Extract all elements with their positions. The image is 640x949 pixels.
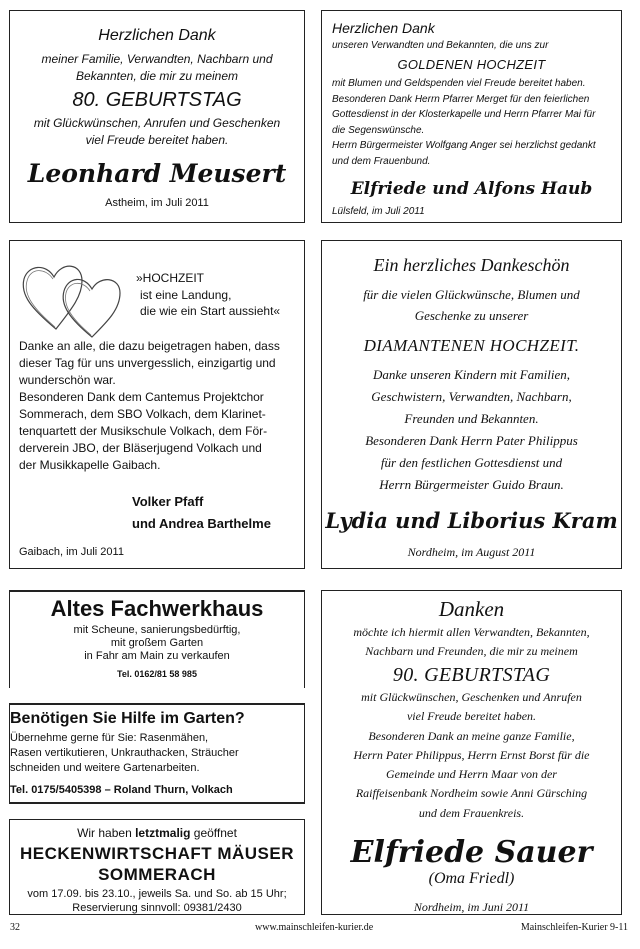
ad3-name: und Andrea Barthelme [132,516,271,531]
ad3-quote-line: die wie ein Start aussieht« [140,304,281,318]
ad4-line: Herrn Bürgermeister Guido Braun. [379,477,564,492]
ad7-intro [10,826,304,840]
ad8-line: möchte ich hiermit allen Verwandten, Bekannten, [353,625,590,639]
ad3-line: Besonderen Dank dem Cantemus Projektchor [19,390,264,404]
ad1-place: Astheim, im Juli 2011 [105,197,209,209]
ad-house-for-sale [9,590,305,688]
ad7-pre: Wir haben [77,826,136,840]
ad3-line: dieser Tag für uns unvergesslich, einzigartig und [19,356,276,370]
ad3-name: Volker Pfaff [132,494,204,509]
ad7-title2: SOMMERACH [98,865,216,884]
ad4-line: für den festlichen Gottesdienst und [380,455,563,470]
ad-golden-wedding-haub [321,10,622,223]
ad7-post: geöffnet [190,826,237,840]
ad7-title1: HECKENWIRTSCHAFT MÄUSER [19,844,295,863]
ad1-line: Bekannten, die mir zu meinem [75,69,239,83]
ad3-place: Gaibach, im Juli 2011 [19,546,124,558]
ad8-line: Raiffeisenbank Nordheim sowie Anni Gürsching [355,786,588,801]
ad3-line: tenquartett der Musikschule Volkach, dem För- [19,424,268,438]
ad2-line: die Segenswünsche. [332,124,425,136]
ad-diamond-wedding-kram [321,240,622,569]
ad4-place: Nordheim, im August 2011 [407,545,536,559]
ad1-line: meiner Familie, Verwandten, Nachbarn und [41,52,273,66]
ad1-occasion: 80. GEBURTSTAG [72,89,242,111]
ad2-line: Besonderen Dank Herrn Pfarrer Merget für den feierlichen [332,93,590,105]
ad1-line: viel Freude bereitet haben. [85,133,229,147]
ad8-line: viel Freude bereitet haben. [406,709,537,724]
ad8-occasion: 90. GEBURTSTAG [392,664,551,686]
ad2-line: mit Blumen und Geldspenden viel Freude bereitet haben. [332,78,586,89]
ad6-line: Rasen vertikutieren, Unkrauthacken, Sträucher [10,747,239,759]
ad3-line: derverein JBO, der Bläserjugend Volkach und [19,441,262,455]
ad7-line: Reservierung sinnvoll: 09381/2430 [72,902,242,914]
ad2-line: Herrn Bürgermeister Wolfgang Anger sei herzlichst gedankt [332,140,596,151]
ad-garden-help [9,703,305,804]
ad-heckenwirtschaft [9,819,305,915]
ad5-title: Altes Fachwerkhaus [50,596,264,621]
ad4-line: für die vielen Glückwünsche, Blumen und [363,287,580,302]
ad8-line: und dem Frauenkreis. [418,805,525,820]
ad6-line: Übernehme gerne für Sie: Rasenmähen, [10,732,209,744]
ad8-title: Danken [438,597,505,621]
hearts-icon [18,255,130,341]
ad8-line: Herrn Pater Philippus, Herrn Ernst Borst für die [353,747,590,762]
ad4-line: Geschenke zu unserer [414,308,529,323]
ad5-phone: Tel. 0162/81 58 985 [117,669,197,679]
ad4-line: Freunden und Bekannten. [404,411,539,426]
ad6-phone: Tel. 0175/5405398 – Roland Thurn, Volkach [10,784,233,796]
ad2-line: Gottesdienst in der Klosterkapelle und Herrn Pfarrer Mai für [332,109,596,120]
ad8-signature: Elfriede Sauer [350,835,593,871]
ad1-line: mit Glückwünschen, Anrufen und Geschenken [33,116,281,130]
ad8-subsignature: (Oma Friedl) [428,870,515,888]
ad1-title: Herzlichen Dank [98,27,216,44]
ad2-place: Lülsfeld, im Juli 2011 [332,206,425,217]
ad4-line: Geschwistern, Verwandten, Nachbarn, [371,389,572,404]
ad1-signature: Leonhard Meusert [27,159,287,188]
ad4-signature: Lydia und Liborius Kram [325,508,618,533]
ad7-bold: letztmalig [135,826,191,840]
ad2-intro: unseren Verwandten und Bekannten, die uns zur [332,40,549,51]
ad8-line: Nachbarn und Freunden, die mir zu meinem [365,644,578,658]
footer-url: www.mainschleifen-kurier.de [255,922,374,933]
ad8-line: mit Glückwünschen, Geschenken und Anrufen [361,690,582,704]
ad3-quote-line: ist eine Landung, [140,287,232,302]
ad4-line: Besonderen Dank Herrn Pater Philippus [365,433,578,448]
ad7-line: vom 17.09. bis 23.10., jeweils Sa. und So. ab 15 Uhr; [27,888,287,900]
footer-issue: Mainschleifen-Kurier 9-11 [520,922,628,933]
ad2-line: und dem Frauenbund. [332,155,431,167]
ad3-quote-line: »HOCHZEIT [136,271,205,285]
ad2-occasion: GOLDENEN HOCHZEIT [397,57,546,72]
ad5-line: mit großem Garten [110,637,204,649]
ad-birthday-meusert [9,10,305,223]
ad-wedding-pfaff [9,240,305,569]
ad3-line: wunderschön war. [19,373,116,387]
ad8-line: Besonderen Dank an meine ganze Familie, [368,728,575,743]
ad4-title: Ein herzliches Dankeschön [373,255,570,275]
ad3-line: der Musikkapelle Gaibach. [19,458,161,472]
ad2-signature: Elfriede und Alfons Haub [350,179,593,199]
ad6-line: schneiden und weitere Gartenarbeiten. [10,762,200,774]
ad4-line: Danke unseren Kindern mit Familien, [372,367,570,382]
page-number: 32 [10,922,20,933]
ad5-line: mit Scheune, sanierungsbedürftig, [73,624,241,636]
ad3-line: Danke an alle, die dazu beigetragen haben, dass [19,339,280,353]
ad5-line: in Fahr am Main zu verkaufen [84,650,230,662]
ad2-title: Herzlichen Dank [332,20,435,36]
ad3-line: Sommerach, dem SBO Volkach, dem Klarinet- [19,407,266,421]
ad6-title: Benötigen Sie Hilfe im Garten? [10,710,245,727]
ad8-line: Gemeinde und Herrn Maar von der [386,767,557,782]
ad4-occasion: DIAMANTENEN HOCHZEIT. [363,336,580,355]
ad-birthday-sauer [321,590,622,915]
ad8-place: Nordheim, im Juni 2011 [413,900,530,915]
